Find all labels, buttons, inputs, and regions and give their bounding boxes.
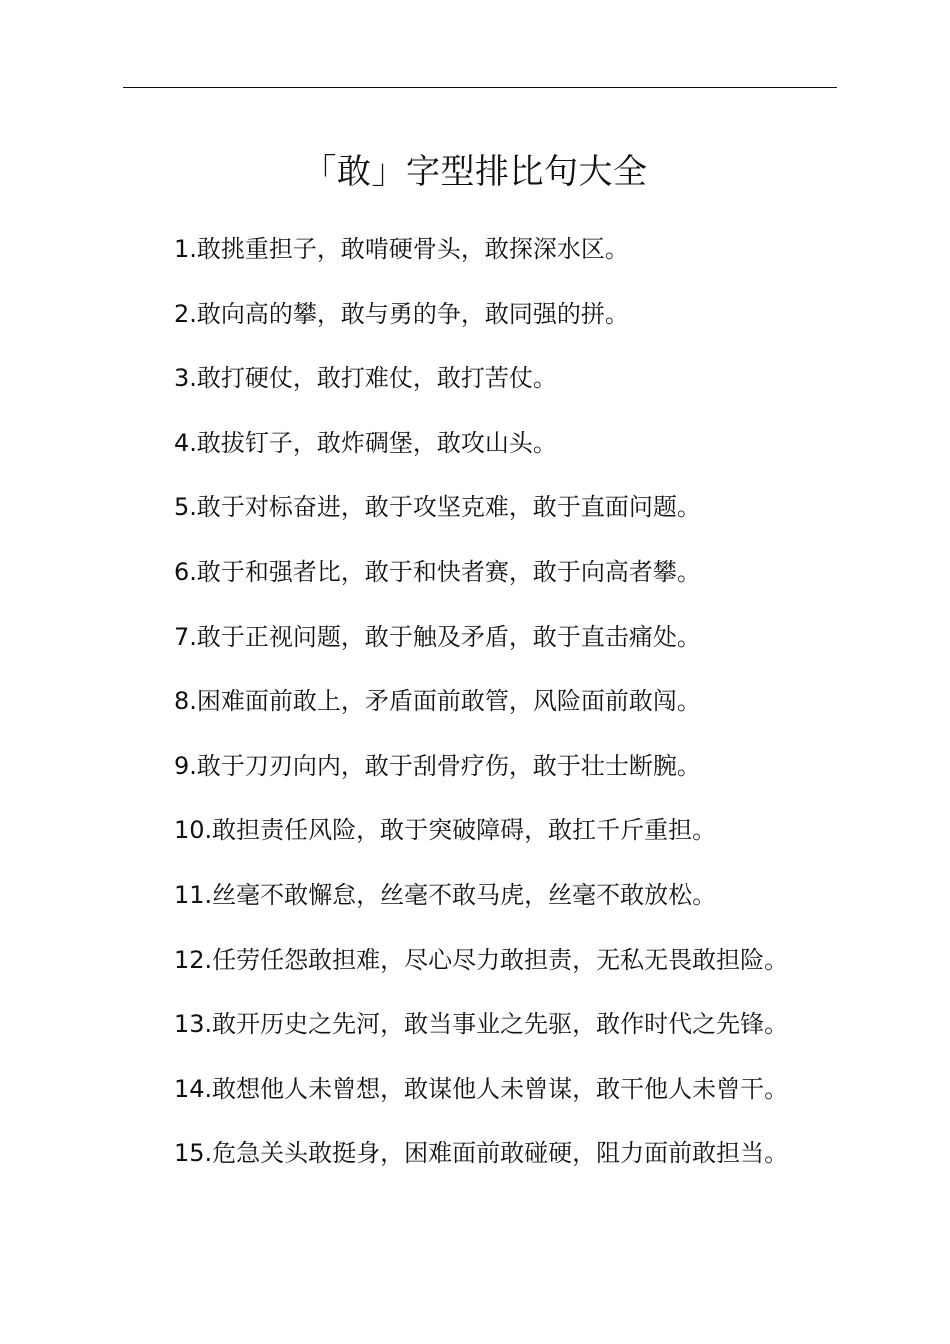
document-title: 「敢」字型排比句大全 — [302, 152, 648, 192]
list-item: 10.敢担责任风险，敢于突破障碍，敢扛千斤重担。 — [174, 816, 717, 845]
list-item: 9.敢于刀刃向内，敢于刮骨疗伤，敢于壮士断腕。 — [174, 751, 701, 780]
header-rule — [123, 87, 837, 88]
list-item: 1.敢挑重担子，敢啃硬骨头，敢探深水区。 — [174, 235, 629, 263]
list-item: 11.丝毫不敢懈怠，丝毫不敢马虎，丝毫不敢放松。 — [174, 880, 717, 909]
list-item: 3.敢打硬仗，敢打难仗，敢打苦仗。 — [174, 364, 557, 393]
list-item: 14.敢想他人未曾想，敢谋他人未曾谋，敢干他人未曾干。 — [174, 1074, 789, 1103]
list-item: 4.敢拔钉子，敢炸碉堡，敢攻山头。 — [174, 428, 557, 457]
list-item: 2.敢向高的攀，敢与勇的争，敢同强的拼。 — [174, 299, 629, 328]
list-item: 6.敢于和强者比，敢于和快者赛，敢于向高者攀。 — [174, 557, 701, 586]
list-item: 7.敢于正视问题，敢于触及矛盾，敢于直击痛处。 — [174, 622, 701, 651]
list-item: 8.困难面前敢上，矛盾面前敢管，风险面前敢闯。 — [174, 687, 701, 716]
list-item: 12.任劳任怨敢担难，尽心尽力敢担责，无私无畏敢担险。 — [174, 945, 789, 974]
sentence-list — [174, 232, 788, 1201]
list-item: 15.危急关头敢挺身，困难面前敢碰硬，阻力面前敢担当。 — [174, 1139, 789, 1168]
list-item: 5.敢于对标奋进，敢于攻坚克难，敢于直面问题。 — [174, 493, 701, 522]
list-item: 13.敢开历史之先河，敢当事业之先驱，敢作时代之先锋。 — [174, 1010, 789, 1039]
